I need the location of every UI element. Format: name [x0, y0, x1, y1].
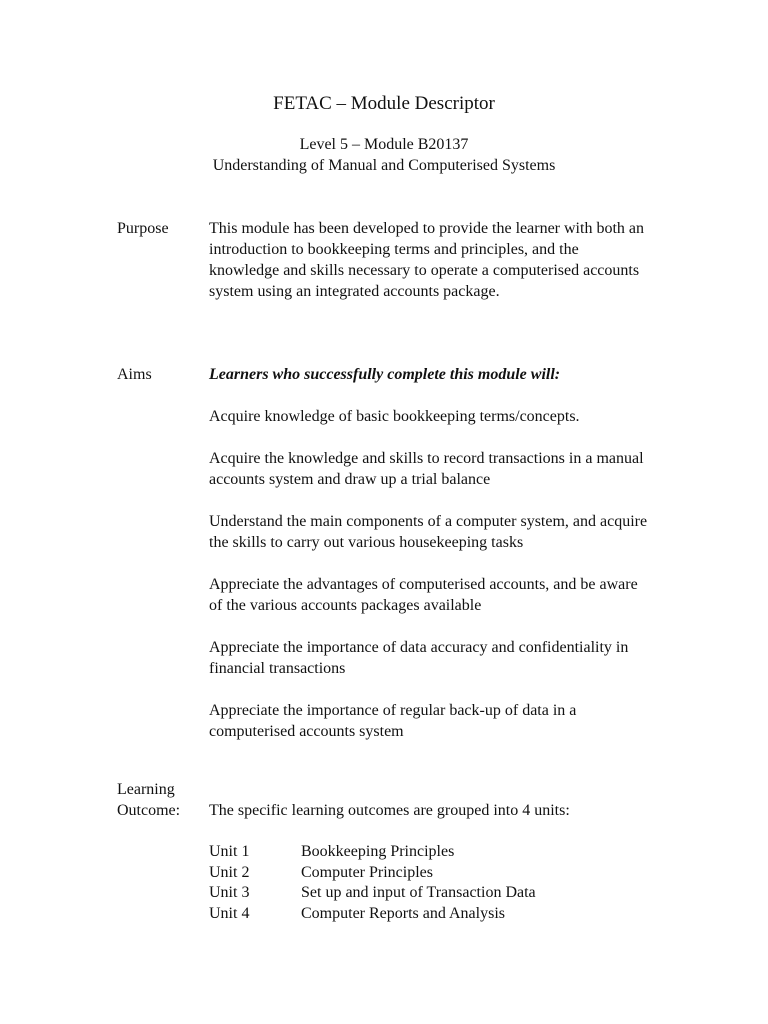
aims-label: Aims: [117, 366, 152, 383]
unit-number: Unit 4: [209, 904, 250, 922]
aim-item: Understand the main components of a computer system, and acquire the skills to carry out various housekeeping tasks: [209, 513, 648, 551]
unit-row: [209, 863, 659, 884]
learning-outcome-label: [117, 779, 180, 821]
aims-heading: Learners who successfully complete this module will:: [209, 366, 561, 383]
unit-row: [209, 904, 659, 925]
purpose-section: [209, 218, 649, 302]
unit-row: [209, 842, 659, 863]
unit-name: Bookkeeping Principles: [301, 843, 455, 860]
aim-item: Acquire knowledge of basic bookkeeping terms/concepts.: [209, 408, 580, 425]
purpose-label: Purpose: [117, 220, 169, 237]
unit-number: Unit 3: [209, 884, 250, 901]
aims-section: [209, 364, 654, 763]
unit-number: Unit 1: [209, 843, 250, 860]
unit-number: Unit 2: [209, 863, 250, 881]
module-level-line: Level 5 – Module B20137: [299, 136, 469, 153]
learning-outcome-label-line1: Learning: [117, 781, 175, 798]
unit-name: Set up and input of Transaction Data: [301, 884, 536, 901]
aims-list: [209, 406, 654, 742]
aim-item: Appreciate the importance of regular back-up of data in a computerised accounts system: [209, 702, 577, 740]
learning-outcome-label-line2: Outcome:: [117, 802, 181, 819]
aim-item: Appreciate the importance of data accuracy and confidentiality in financial transactions: [209, 639, 629, 677]
aim-item: Acquire the knowledge and skills to record transactions in a manual accounts system and draw up a trial balance: [209, 450, 644, 488]
document-title: FETAC – Module Descriptor: [273, 93, 495, 114]
unit-row: [209, 883, 659, 904]
units-table: [209, 842, 659, 924]
unit-name: Computer Reports and Analysis: [301, 904, 505, 922]
purpose-text: This module has been developed to provide the learner with both an introduction to bookkeeping terms and principles, and the knowledge and skills necessary to operate a computerised accounts system using an integrated accounts package.: [209, 220, 644, 300]
unit-name: Computer Principles: [301, 863, 433, 881]
learning-outcome-intro: The specific learning outcomes are grouped into 4 units:: [209, 802, 570, 819]
aim-item: Appreciate the advantages of computerised accounts, and be aware of the various accounts packages available: [209, 576, 638, 614]
module-name: Understanding of Manual and Computerised Systems: [212, 157, 556, 174]
